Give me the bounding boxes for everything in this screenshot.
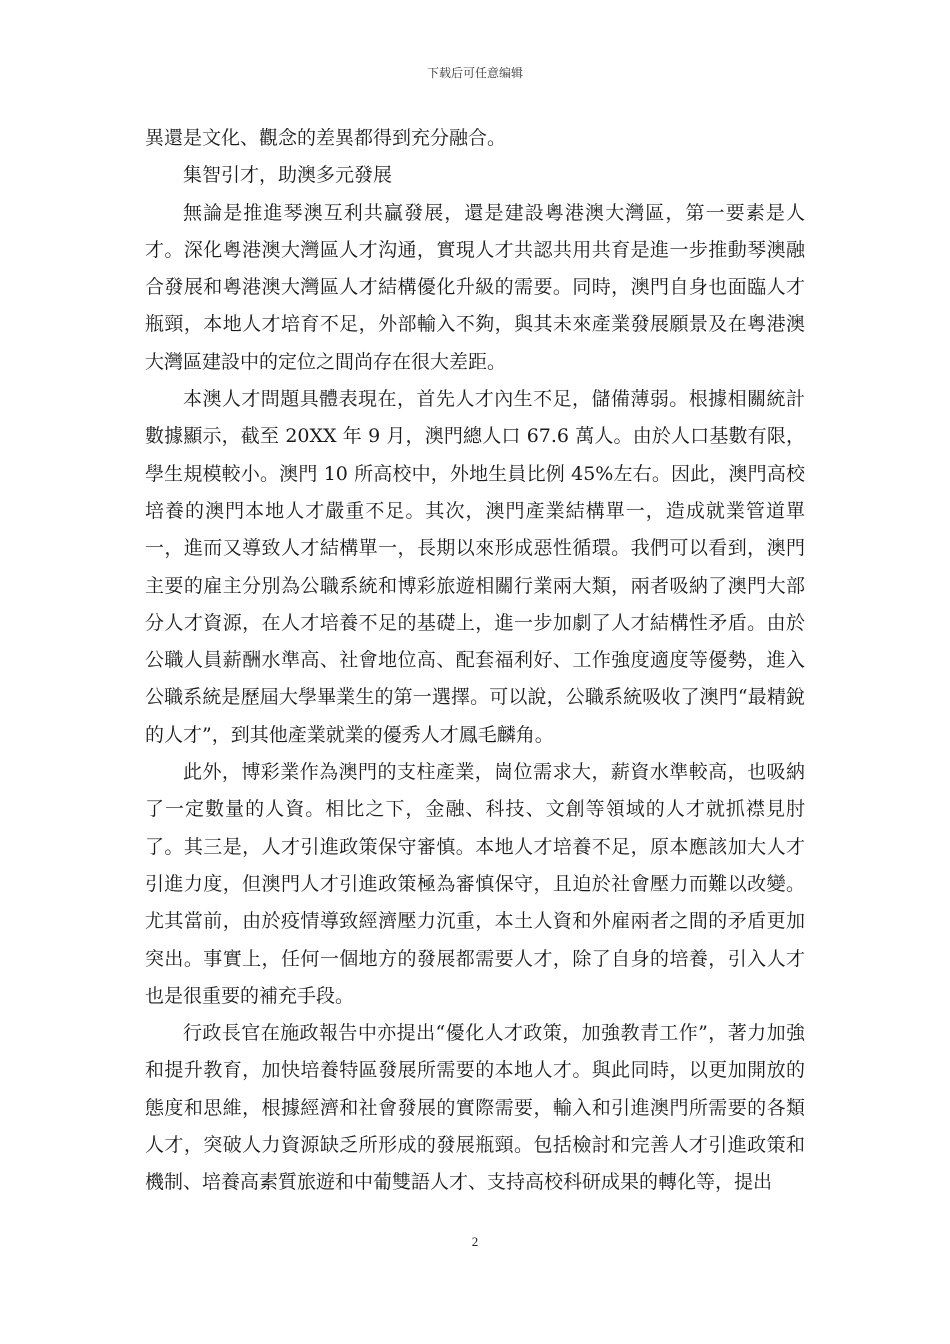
paragraph: 行政長官在施政報告中亦提出“優化人才政策，加強教青工作”，著力加強和提升教育，加快培養特區發展所需要的本地人才。與此同時，以更加開放的態度和思維，根據經濟和社會發展的實際需要，輸入和引進澳門所需要的各類人才，突破人力資源缺乏所形成的發展瓶頸。包括檢討和完善人才引進政策和機制、培養高素質旅遊和中葡雙語人才、支持高校科研成果的轉化等，提出 <box>145 1022 805 1194</box>
page-header-note: 下载后可任意编辑 <box>426 66 523 80</box>
paragraph: 無論是推進琴澳互利共贏發展，還是建設粵港澳大灣區，第一要素是人才。深化粵港澳大灣區人才沟通，實現人才共認共用共育是進一步推動琴澳融合發展和粵港澳大灣區人才結構優化升級的需要。同時，澳門自身也面臨人才瓶頸，本地人才培育不足，外部輸入不夠，與其未來產業發展願景及在粵港澳大灣區建設中的定位之間尚存在很大差距。 <box>145 201 805 373</box>
page-number: 2 <box>471 1234 479 1249</box>
document-body <box>145 120 805 1202</box>
paragraph: 此外，博彩業作為澳門的支柱產業，崗位需求大，薪資水準較高，也吸納了一定數量的人資。相比之下，金融、科技、文創等領域的人才就抓襟見肘了。其三是，人才引進政策保守審慎。本地人才培養不足，原本應該加大人才引進力度，但澳門人才引進政策極為審慎保守，且迫於社會壓力而難以改變。尤其當前，由於疫情導致經濟壓力沉重，本土人資和外雇兩者之間的矛盾更加突出。事實上，任何一個地方的發展都需要人才，除了自身的培養，引入人才也是很重要的補充手段。 <box>145 761 805 1007</box>
paragraph-continuation: 異還是文化、觀念的差異都得到充分融合。 <box>145 127 507 149</box>
section-heading: 集智引才，助澳多元發展 <box>183 164 393 187</box>
paragraph: 本澳人才問題具體表現在，首先人才內生不足，儲備薄弱。根據相關統計數據顯示，截至 20XX 年 9 月，澳門總人口 67.6 萬人。由於人口基數有限，學生規模較小。澳門 10 所高校中，外地生員比例 45%左右。因此，澳門高校培養的澳門本地人才嚴重不足。其次，澳門產業結構單一，造成就業管道單一，進而又導致人才結構單一，長期以來形成惡性循環。我們可以看到，澳門主要的雇主分別為公職系統和博彩旅遊相關行業兩大類，兩者吸納了澳門大部分人才資源，在人才培養不足的基礎上，進一步加劇了人才結構性矛盾。由於公職人員薪酬水準高、社會地位高、配套福利好、工作強度適度等優勢，進入公職系統是歷屆大學畢業生的第一選擇。可以說，公職系統吸收了澳門“最精銳的人才”，到其他產業就業的優秀人才鳳毛麟角。 <box>145 388 805 746</box>
